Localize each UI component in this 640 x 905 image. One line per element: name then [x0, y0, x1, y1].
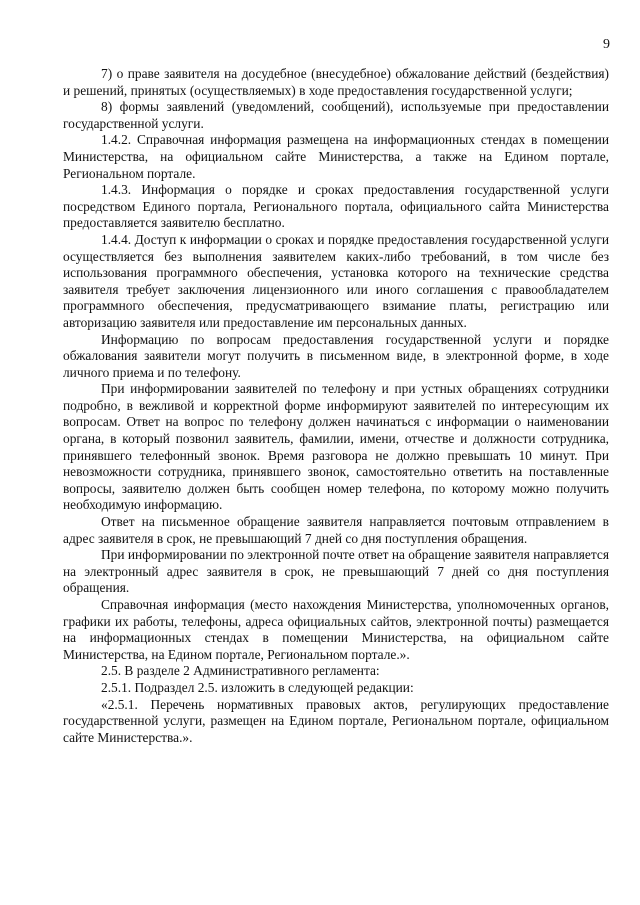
paragraph-email-reply: При информировании по электронной почте ответ на обращение заявителя направляется на электронный адрес заявителя в срок, не превышающий 7 дней со дня поступления обращения.	[63, 547, 609, 596]
paragraph-2-5-1-quote: «2.5.1. Перечень нормативных правовых актов, регулирующих предоставление государственной услуги, размещен на Едином портале, Региональном портале, официальном сайте Министерства.».	[63, 696, 609, 745]
paragraph-phone-info: При информировании заявителей по телефону и при устных обращениях сотрудники подробно, в вежливой и корректной форме информируют заявителей по интересующим их вопросам. Ответ на вопрос по телефону должен начинаться с информации о наименовании органа, в который позвонил заявитель, фамилии, имени, отчестве и должности сотрудника, принявшего телефонный звонок. Время разговора не должно превышать 10 минут. При невозможности сотрудника, принявшего звонок, самостоятельно ответить на поставленные вопросы, заявителю должен быть сообщен номер телефона, по которому можно получить необходимую информацию.	[63, 381, 609, 513]
paragraph-reference-info: Справочная информация (место нахождения Министерства, уполномоченных органов, графики их работы, телефоны, адреса официальных сайтов, электронной почты) размещается на информационных стендах в помещении Министерства, на официальном сайте Министерства, на Едином портале, Региональном портале.».	[63, 597, 609, 662]
page-number: 9	[603, 37, 610, 52]
paragraph-1-4-4: 1.4.4. Доступ к информации о сроках и порядке предоставления государственной услуги осуществляется без выполнения заявителем каких-либо требований, в том числе без использования программного обеспечения, установка которого на технические средства заявителя требует заключения лицензионного или иного соглашения с правообладателем программного обеспечения, предусматривающего взимание платы, регистрацию или авторизацию заявителя или предоставление им персональных данных.	[63, 231, 609, 330]
document-body	[63, 66, 609, 746]
paragraph-2-5: 2.5. В разделе 2 Административного регламента:	[101, 663, 380, 679]
paragraph-2-5-1: 2.5.1. Подраздел 2.5. изложить в следующей редакции:	[101, 679, 414, 695]
paragraph-item-8: 8) формы заявлений (уведомлений, сообщений), используемые при предоставлении государственной услуги.	[63, 99, 609, 131]
paragraph-written-reply: Ответ на письменное обращение заявителя направляется почтовым отправлением в адрес заявителя в срок, не превышающий 7 дней со дня поступления обращения.	[63, 514, 609, 546]
paragraph-info-channels: Информацию по вопросам предоставления государственной услуги и порядке обжалования заявители могут получить в письменном виде, в электронной форме, в ходе личного приема и по телефону.	[63, 331, 609, 380]
paragraph-1-4-3: 1.4.3. Информация о порядке и сроках предоставления государственной услуги посредством Единого портала, Регионального портала, официального сайта Министерства предоставляется заявителю бесплатно.	[63, 182, 609, 231]
paragraph-item-7: 7) о праве заявителя на досудебное (внесудебное) обжалование действий (бездействия) и решений, принятых (осуществляемых) в ходе предоставления государственной услуги;	[63, 66, 609, 98]
paragraph-1-4-2: 1.4.2. Справочная информация размещена на информационных стендах в помещении Министерства, на официальном сайте Министерства, а также на Едином портале, Региональном портале.	[63, 132, 609, 181]
